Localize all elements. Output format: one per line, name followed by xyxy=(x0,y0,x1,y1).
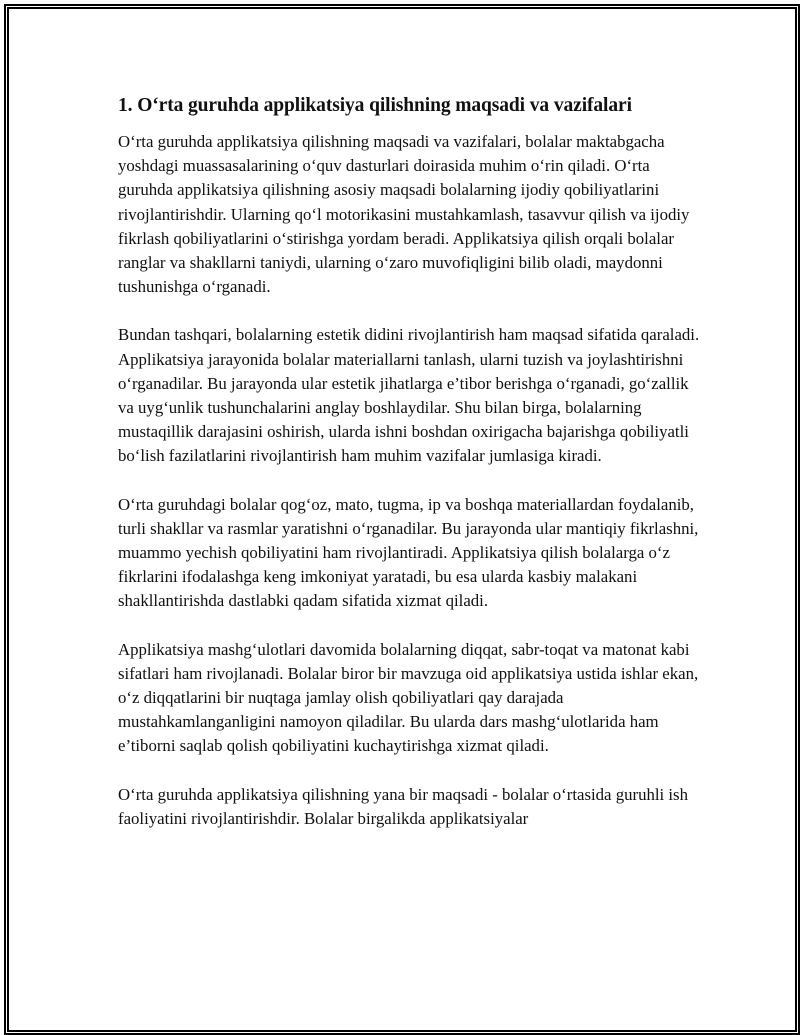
document-body xyxy=(118,92,708,855)
section-heading: 1. O‘rta guruhda applikatsiya qilishning maqsadi va vazifalari xyxy=(118,95,632,116)
paragraph-3: O‘rta guruhdagi bolalar qog‘oz, mato, tugma, ip va boshqa materiallardan foydalanib, turli shakllar va rasmlar yaratishni o‘rganadilar. Bu jarayonda ular mantiqiy fikrlashni, muammo yechish qobiliyatini ham rivojlantiradi. Applikatsiya qilish bolalarga o‘z fikrlarini ifodalashga keng imkoniyat yaratadi, bu esa ularda kasbiy malakani shakllantirishda dastlabki qadam sifatida xizmat qiladi. xyxy=(118,494,699,611)
paragraph-1: O‘rta guruhda applikatsiya qilishning maqsadi va vazifalari, bolalar maktabgacha yoshdagi muassasalarining o‘quv dasturlari doirasida muhim o‘rin qiladi. O‘rta guruhda applikatsiya qilishning asosiy maqsadi bolalarning ijodiy qobiliyatlarini rivojlantirishdir. Ularning qo‘l motorikasini mustahkamlash, tasavvur qilish va ijodiy fikrlash qobiliyatlarini o‘stirishga yordam beradi. Applikatsiya qilish orqali bolalar ranglar va shakllarni taniydi, ularning o‘zaro muvofiqligini bilib oladi, maydonni tushunishga o‘rganadi. xyxy=(118,132,690,297)
paragraph-2: Bundan tashqari, bolalarning estetik didini rivojlantirish ham maqsad sifatida qaraladi. Applikatsiya jarayonida bolalar materiallarni tanlash, ularni tuzish va joylashtirishni o‘rganadilar. Bu jarayonda ular estetik jihatlarga e’tibor berishga o‘rganadi, go‘zallik va uyg‘unlik tushunchalarini anglay boshlaydilar. Shu bilan birga, bolalarning mustaqillik darajasini oshirish, ularda ishni boshdan oxirigacha bajarishga qobiliyatli bo‘lish fazilatlarini rivojlantirish ham muhim vazifalar jumlasiga kiradi. xyxy=(118,325,700,466)
paragraph-4: Applikatsiya mashg‘ulotlari davomida bolalarning diqqat, sabr-toqat va matonat kabi sifatlari ham rivojlanadi. Bolalar biror bir mavzuga oid applikatsiya ustida ishlar ekan, o‘z diqqatlarini bir nuqtaga jamlay olish qobiliyatlari qay darajada mustahkamlanganligini namoyon qiladilar. Bu ularda dars mashg‘ulotlarida ham e’tiborni saqlab qolish qobiliyatini kuchaytirishga xizmat qiladi. xyxy=(118,639,699,756)
paragraph-5: O‘rta guruhda applikatsiya qilishning yana bir maqsadi - bolalar o‘rtasida guruhli ish faoliyatini rivojlantirishdir. Bolalar birgalikda applikatsiyalar xyxy=(118,784,688,828)
